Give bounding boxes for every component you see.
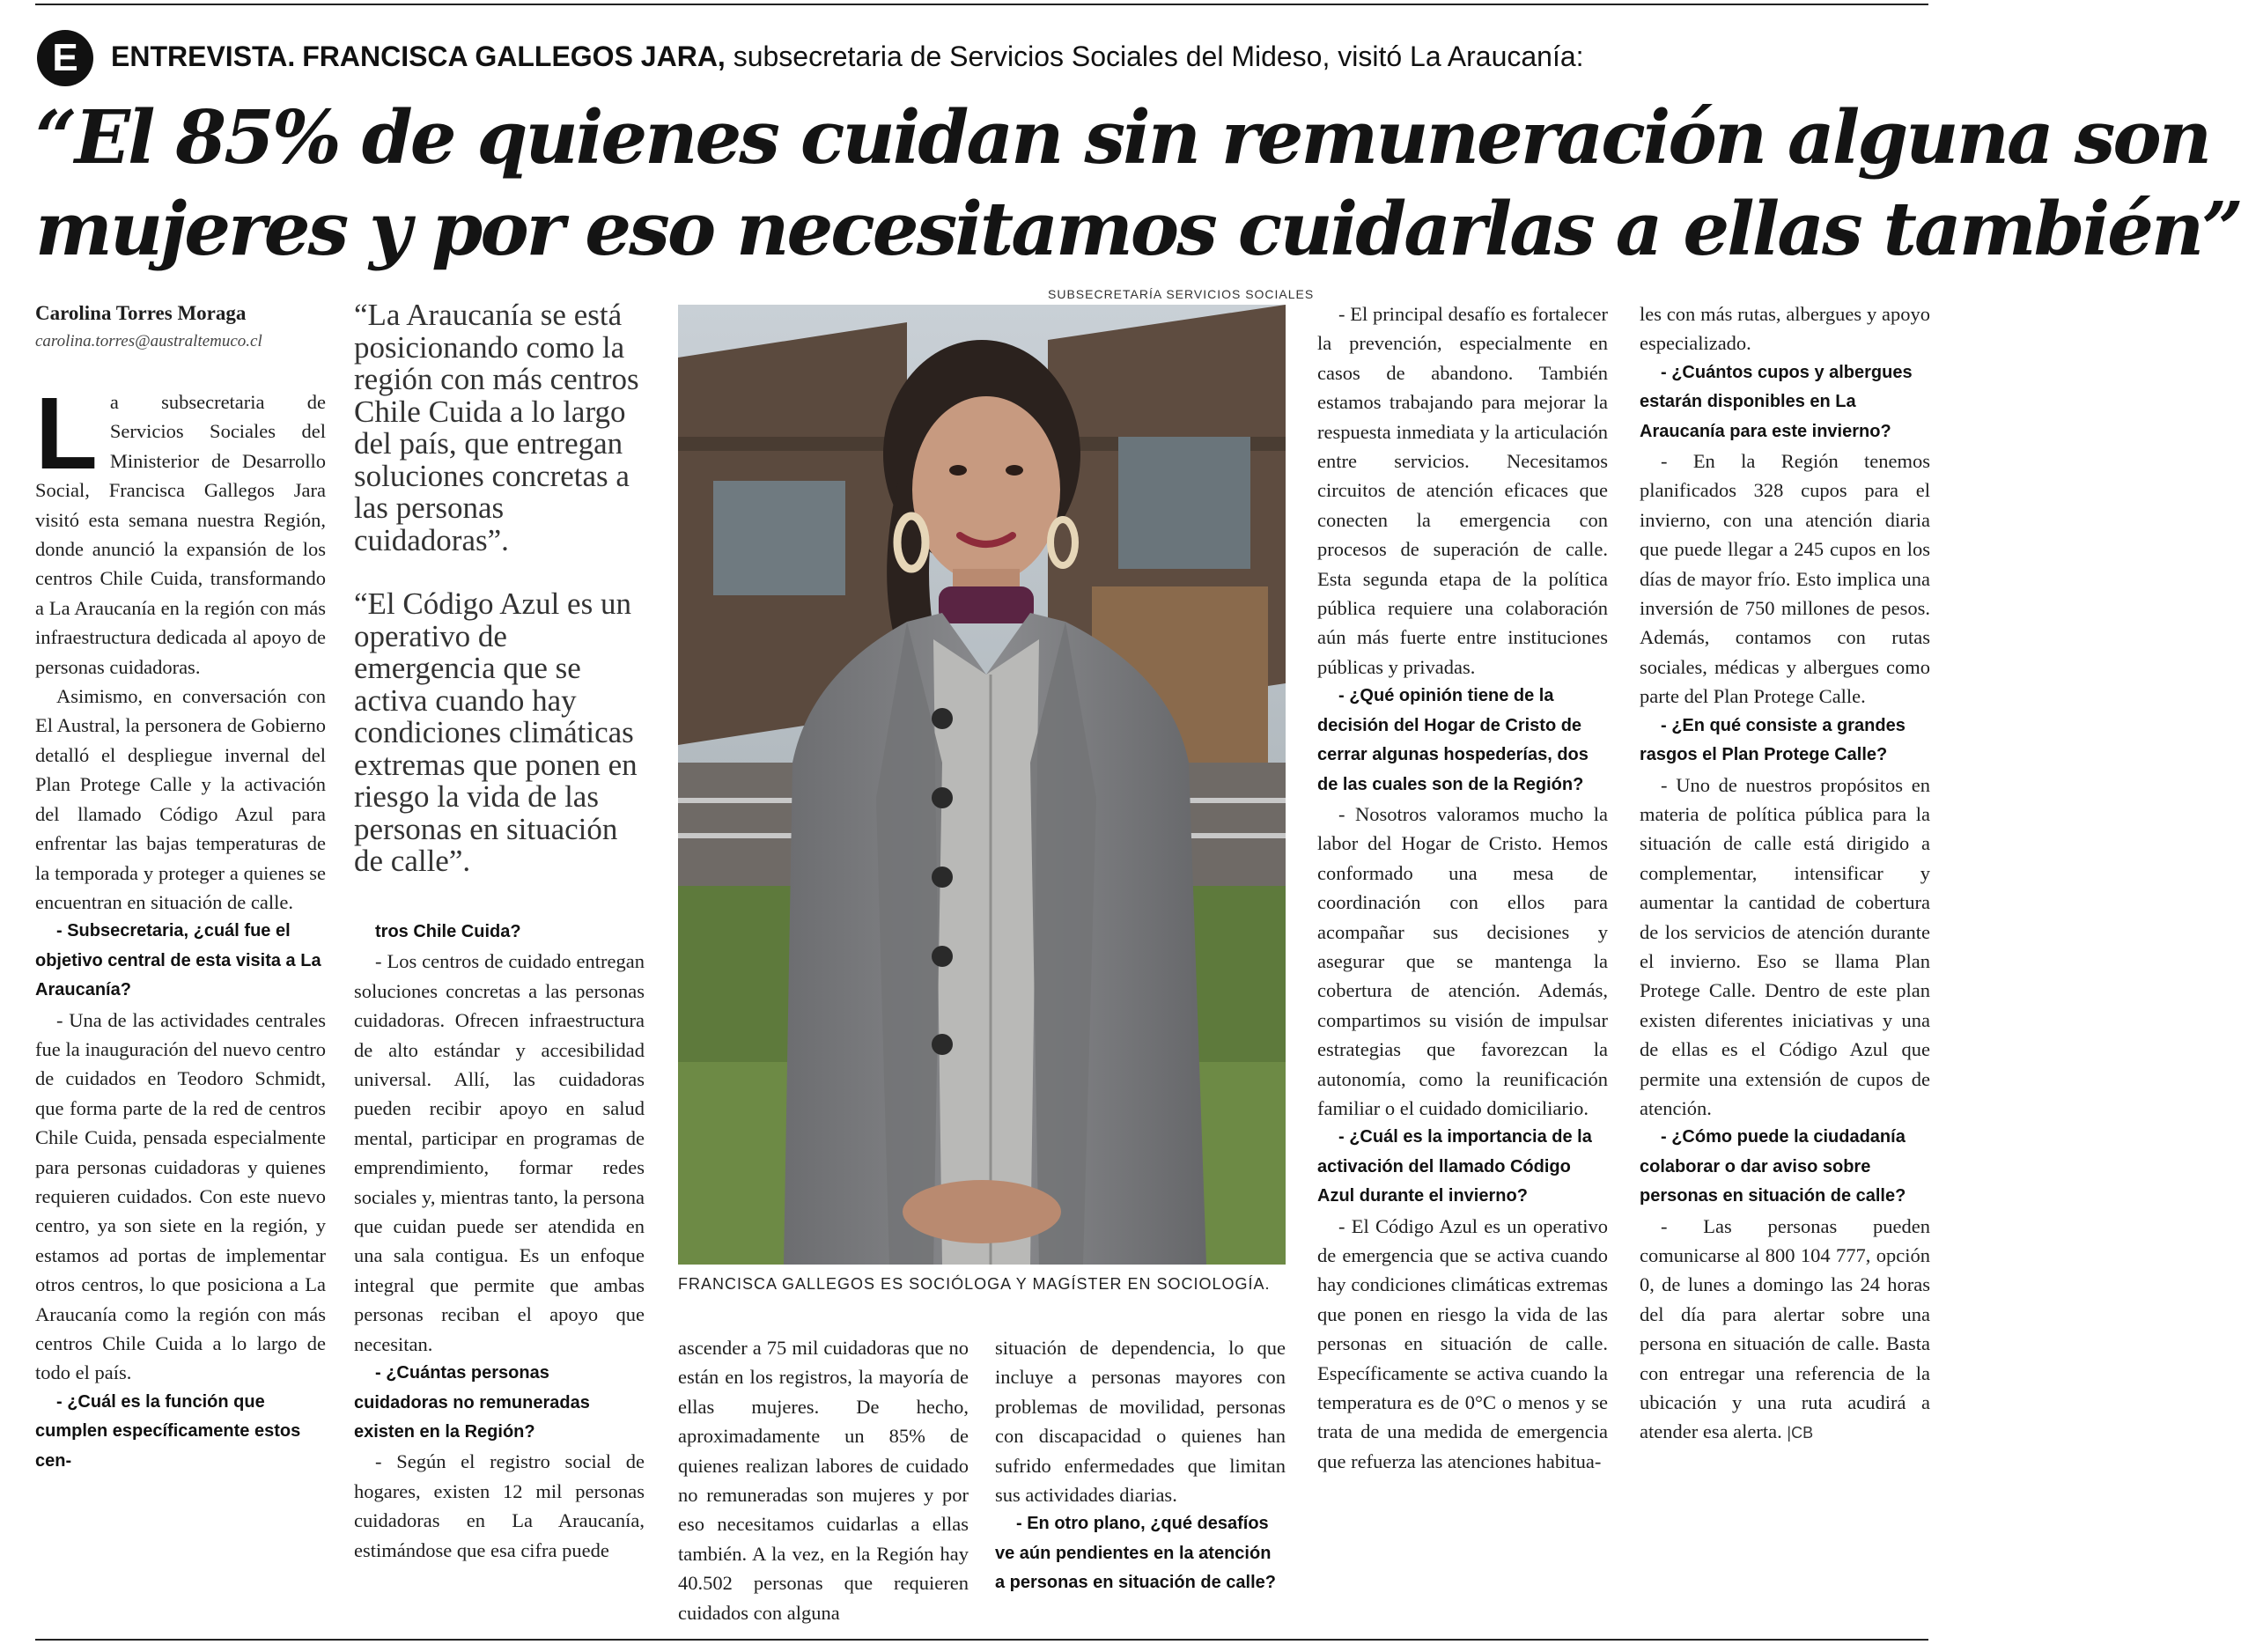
- byline-name: Carolina Torres Moraga: [35, 302, 247, 324]
- question: - ¿Cuál es la función que cumplen específicamente estos cen-: [35, 1391, 301, 1471]
- question: - ¿Cómo puede la ciudadanía colaborar o dar aviso sobre personas en situación de calle?: [1640, 1127, 1906, 1206]
- answer: - Las personas pueden comunicarse al 800 104 777, opción 0, de lunes a domingo las 24 horas del día para alertar sobre una persona en situación de calle. Basta con entregar una referencia de la ubicación y una ruta acudirá a atender esa alerta. |CB: [1640, 1214, 1930, 1443]
- portrait-photo: [678, 305, 1286, 1265]
- photo-caption: FRANCISCA GALLEGOS ES SOCIÓLOGA Y MAGÍSTER EN SOCIOLOGÍA.: [678, 1275, 1271, 1293]
- answer: - Según el registro social de hogares, existen 12 mil personas cuidadoras en La Araucanía, estimándose que esa cifra puede: [354, 1450, 645, 1561]
- column-3: [678, 1333, 969, 1627]
- question: - ¿Cuál es la importancia de la activación del llamado Código Azul durante el invierno?: [1317, 1127, 1592, 1206]
- photo-credit: SUBSECRETARÍA SERVICIOS SOCIALES: [1048, 287, 1315, 301]
- kicker: [111, 35, 1942, 77]
- answer: - El principal desafío es fortalecer la prevención, especialmente en casos de abandono. También estamos trabajando para mejorar la respuesta inmediata y la articulación entre servicios. Necesitamos circuitos de atención eficaces que conecten la emergencia con procesos de superación de calle. Esta segunda etapa de la política pública requiere una colaboración aún más fuerte entre instituciones públicas y privadas.: [1317, 303, 1608, 678]
- answer: - Los centros de cuidado entregan soluciones concretas a las personas cuidadoras. Ofrecen infraestructura de alto estándar y accesibilidad universal. Allí, las cuidadoras pueden recibir apoyo en salud mental, participar en programas de emprendimiento, formar redes sociales y, mientras tanto, la persona que cuidan puede ser atendida en una sala contigua. Es un enfoque integral que permite que ambas personas reciban el apoyo que necesitan.: [354, 950, 645, 1355]
- question: - ¿En qué consiste a grandes rasgos el Plan Protege Calle?: [1640, 715, 1906, 765]
- kicker-rest: subsecretaria de Servicios Sociales del Mideso, visitó La Araucanía:: [725, 41, 1584, 72]
- byline-email: carolina.torres@australtemuco.cl: [35, 332, 262, 350]
- question-continued: tros Chile Cuida?: [375, 922, 521, 941]
- kicker-name: FRANCISCA GALLEGOS JARA,: [302, 41, 726, 72]
- answer: - Uno de nuestros propósitos en materia de política pública para la situación de calle está dirigido a complementar, intensificar y aumentar la cantidad de cobertura de los servicios de atención durante el invierno. Eso se llama Plan Protege Calle. Dentro de este plan existen diferentes iniciativas y una de ellas es el Código Azul que permite una extensión de cupos de atención.: [1640, 773, 1930, 1119]
- column-1: [35, 299, 326, 1476]
- column-2: [354, 918, 645, 1565]
- pull-quote-1: “La Araucanía se está posicionando como la región con más centros Chile Cuida a lo largo del país, que entregan soluciones concretas a las personas cuidadoras”.: [354, 298, 639, 557]
- question: - Subsecretaria, ¿cuál fue el objetivo central de esta visita a La Araucanía?: [35, 921, 321, 1000]
- paragraph: ascender a 75 mil cuidadoras que no están en los registros, la mayoría de ellas mujeres. De hecho, aproximadamente un 85% de quienes realizan labores de cuidado no remuneradas son mujeres y por eso necesitamos cuidarlas a ellas también. A la vez, en la Región hay 40.502 personas que requieren cuidados con alguna: [678, 1337, 969, 1624]
- headline: [35, 92, 2241, 275]
- answer: - En la Región tenemos planificados 328 cupos para el invierno, con una atención diaria que puede llegar a 245 cupos en los días de mayor frío. Esto implica una inversión de 750 millones de pesos. Además, contamos con rutas sociales, médicas y albergues como parte del Plan Protege Calle.: [1640, 450, 1930, 708]
- bottom-rule: [35, 1639, 1928, 1641]
- question: - ¿Cuántos cupos y albergues estarán disponibles en La Araucanía para este invierno?: [1640, 362, 1913, 441]
- drop-cap: L: [35, 376, 98, 490]
- answer-continued: les con más rutas, albergues y apoyo especializado.: [1640, 303, 1930, 355]
- paragraph: situación de dependencia, lo que incluye a personas mayores con problemas de movilidad, personas con discapacidad o quienes han sufrido enfermedades que limitan sus actividades diarias.: [995, 1337, 1286, 1507]
- answer: - El Código Azul es un operativo de emergencia que se activa cuando hay condiciones climáticas extremas que ponen en riesgo la vida de las personas en situación de calle. Específicamente se activa cuando la temperatura es de 0°C o menos y se trata de una medida de emergencia que refuerza las atenciones habitua-: [1317, 1214, 1608, 1472]
- portrait-image: [678, 305, 1286, 1265]
- pull-quote-2: “El Código Azul es un operativo de emergencia que se activa cuando hay condiciones climáticas extremas que ponen en riesgo la vida de las personas en situación de calle”.: [354, 586, 638, 878]
- intro-paragraph: La subsecretaria de Servicios Sociales del Ministerior de Desarrollo Social, Francisca Gallegos Jara visitó esta semana nuestra Región, donde anunció la expansión de los centros Chile Cuida, transformando a La Araucanía en la región con más infraestructura dedicada al apoyo de personas cuidadoras.: [35, 376, 326, 678]
- headline-line-2: mujeres y por eso necesitamos cuidarlas a ellas también”: [35, 186, 2241, 272]
- kicker-label: ENTREVISTA.: [111, 41, 296, 72]
- section-badge: E: [37, 30, 93, 86]
- question: - ¿Cuántas personas cuidadoras no remuneradas existen en la Región?: [354, 1363, 590, 1442]
- paragraph: Asimismo, en conversación con El Austral, la personera de Gobierno detalló el despliegue invernal del Plan Protege Calle y la activación del llamado Código Azul para enfrentar las bajas temperaturas de la temporada y proteger a quienes se encuentran en situación de calle.: [35, 685, 326, 913]
- answer: - Una de las actividades centrales fue la inauguración del nuevo centro de cuidados en Teodoro Schmidt, que forma parte de la red de centros Chile Cuida, pensada especialmente para personas cuidadoras y quienes requieren cuidados. Con este nuevo centro, ya son siete en la región, y estamos ad portas de implementar otros centros, lo que posiciona a La Araucanía como la región con más centros Chile Cuida a lo largo de todo el país.: [35, 1008, 326, 1384]
- column-4: [995, 1333, 1286, 1598]
- column-6: [1640, 299, 1930, 1449]
- column-5: [1317, 299, 1608, 1476]
- top-rule: [35, 4, 1928, 5]
- question: - ¿Qué opinión tiene de la decisión del Hogar de Cristo de cerrar algunas hospederías, dos de las cuales son de la Región?: [1317, 686, 1589, 794]
- headline-line-1: “El 85% de quienes cuidan sin remuneración alguna son: [35, 94, 2210, 181]
- end-mark: |CB: [1787, 1424, 1814, 1442]
- question: - En otro plano, ¿qué desafíos ve aún pendientes en la atención a personas en situación de calle?: [995, 1514, 1277, 1593]
- answer: - Nosotros valoramos mucho la labor del Hogar de Cristo. Hemos conformado una mesa de coordinación con ellos para acompañar sus decisiones y asegurar que se mantenga la cobertura de atención. Además, compartimos su visión de impulsar estrategias que favorezcan la autonomía, como la reunificación familiar o el cuidado domiciliario.: [1317, 802, 1608, 1119]
